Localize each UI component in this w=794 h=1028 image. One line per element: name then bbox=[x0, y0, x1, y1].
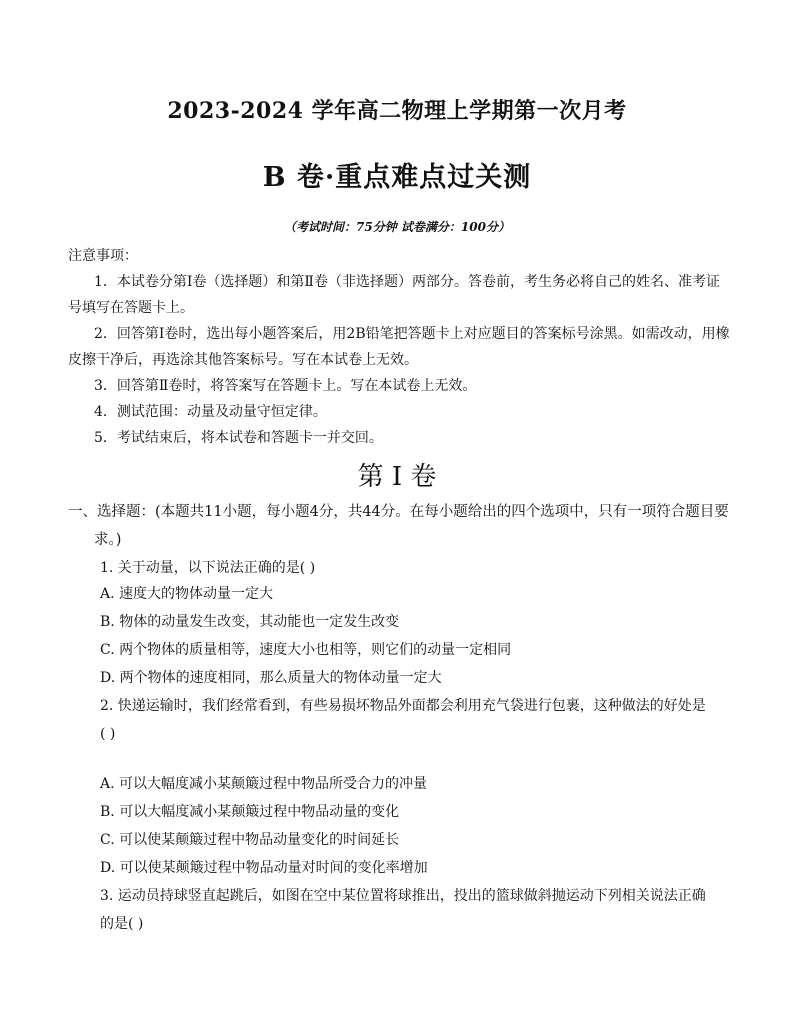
notice-item: 3．回答第Ⅱ卷时，将答案写在答题卡上。写在本试卷上无效。 bbox=[94, 378, 477, 394]
question-option: A. 速度大的物体动量一定大 bbox=[100, 586, 274, 602]
question-stem: 2. 快递运输时，我们经常看到，有些易损坏物品外面都会利用充气袋进行包裹，这种做法的好处是 bbox=[100, 698, 706, 714]
question-option: A. 可以大幅度减小某颠簸过程中物品所受合力的冲量 bbox=[100, 776, 428, 792]
exam-subtitle: B 卷·重点难点过关测 bbox=[262, 162, 532, 193]
exam-title: 2023-2024 学年高二物理上学期第一次月考 bbox=[167, 98, 627, 124]
question-option: D. 可以使某颠簸过程中物品动量对时间的变化率增加 bbox=[100, 860, 428, 876]
part-heading: 第 I 卷 bbox=[357, 462, 437, 492]
notice-item: 号填写在答题卡上。 bbox=[68, 300, 194, 316]
exam-info: （考试时间：75分钟 试卷满分：100分） bbox=[284, 220, 510, 234]
question-option: B. 可以大幅度减小某颠簸过程中物品动量的变化 bbox=[100, 804, 400, 820]
section-heading-cont: 求。) bbox=[94, 532, 122, 548]
notice-heading: 注意事项： bbox=[68, 248, 138, 264]
section-heading: 一、选择题：(本题共11小题，每小题4分，共44分。在每小题给出的四个选项中，只有一项符合题目要 bbox=[68, 504, 729, 520]
question-stem: 1. 关于动量，以下说法正确的是( ) bbox=[100, 560, 316, 576]
notice-item: 2．回答第Ⅰ卷时，选出每小题答案后，用2B铅笔把答题卡上对应题目的答案标号涂黑。如需改动，用橡 bbox=[94, 326, 730, 342]
question-option: D. 两个物体的速度相同，那么质量大的物体动量一定大 bbox=[100, 670, 442, 686]
notice-item: 皮擦干净后，再选涂其他答案标号。写在本试卷上无效。 bbox=[68, 352, 418, 368]
notice-item: 4．测试范围：动量及动量守恒定律。 bbox=[94, 404, 327, 420]
question-stem-cont: ( ) bbox=[100, 726, 116, 742]
question-option: C. 可以使某颠簸过程中物品动量变化的时间延长 bbox=[100, 832, 400, 848]
question-option: C. 两个物体的质量相等，速度大小也相等，则它们的动量一定相同 bbox=[100, 642, 512, 658]
question-stem-cont: 的是( ) bbox=[100, 916, 144, 932]
question-option: B. 物体的动量发生改变，其动能也一定发生改变 bbox=[100, 614, 400, 630]
notice-item: 1．本试卷分第Ⅰ卷（选择题）和第Ⅱ卷（非选择题）两部分。答卷前，考生务必将自己的姓名、准考证 bbox=[94, 274, 720, 290]
question-stem: 3. 运动员持球竖直起跳后，如图在空中某位置将球推出，投出的篮球做斜抛运动下列相关说法正确 bbox=[100, 888, 706, 904]
notice-item: 5．考试结束后，将本试卷和答题卡一并交回。 bbox=[94, 430, 383, 446]
